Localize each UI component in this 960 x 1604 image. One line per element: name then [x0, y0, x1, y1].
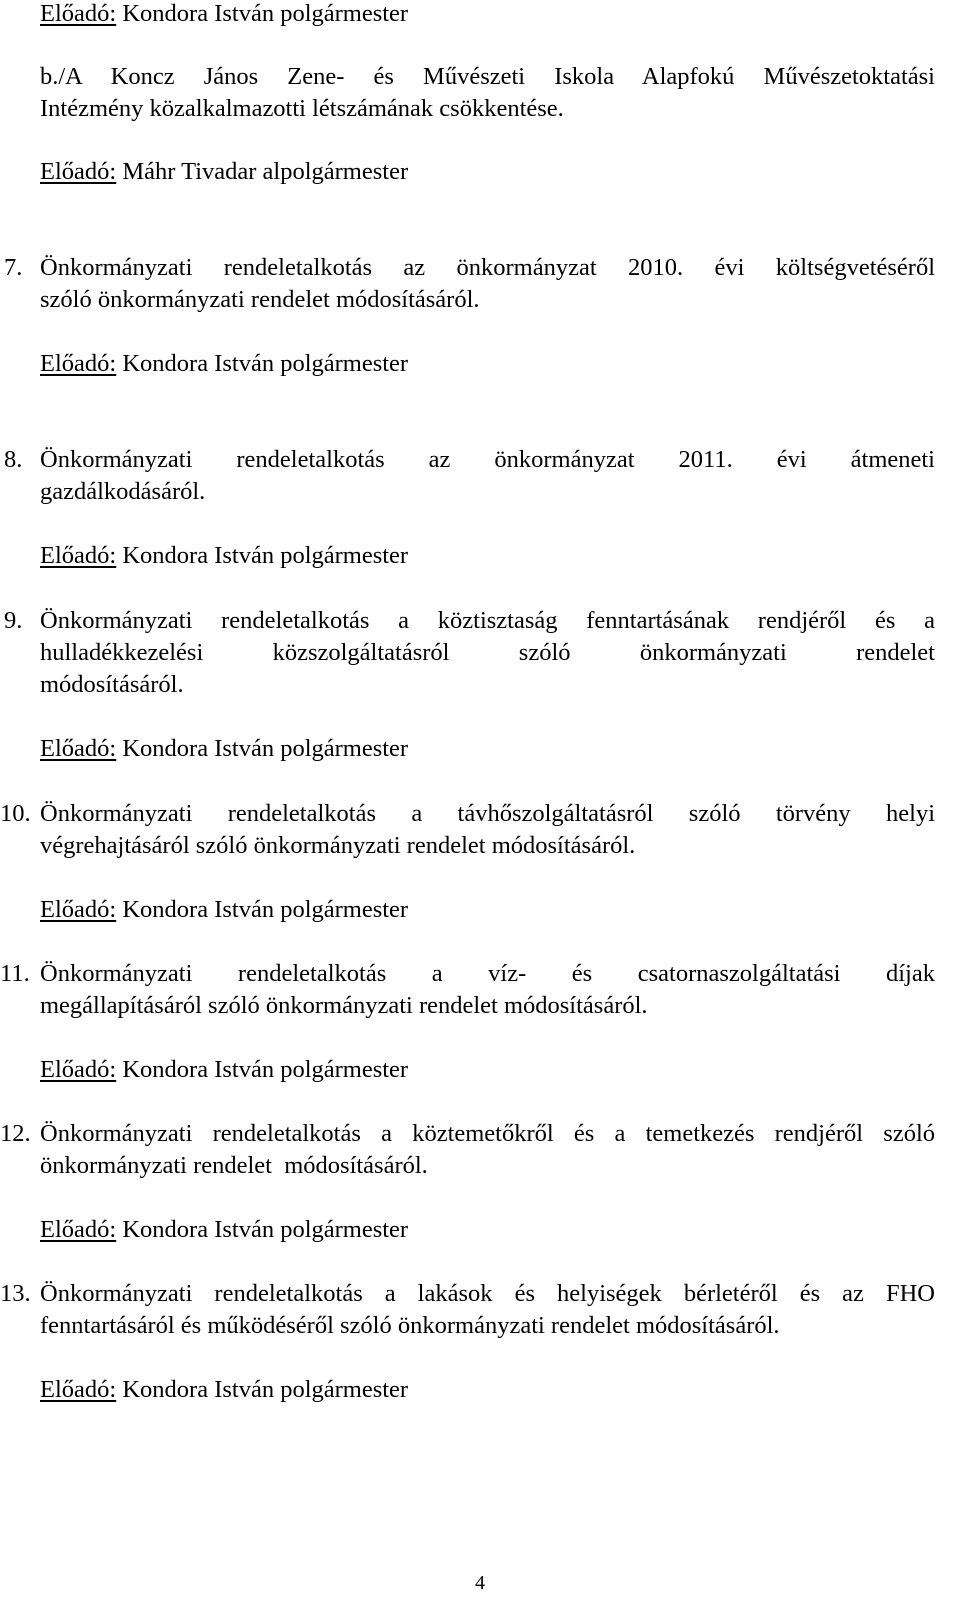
paragraph-line: b./A Koncz János Zene- és Művészeti Iskola Alapfokú Művészetoktatási: [40, 63, 935, 90]
presenter-label: Előadó:: [40, 350, 117, 377]
item-line: önkormányzati rendelet módosításáról.: [40, 1152, 428, 1179]
presenter-line: [40, 348, 935, 380]
presenter-line: [40, 156, 935, 188]
presenter-name: Kondora István polgármester: [122, 542, 409, 569]
item-line: Önkormányzati rendeletalkotás a lakások és helyiségek bérletéről és az FHO: [40, 1280, 935, 1307]
presenter-name: Kondora István polgármester: [122, 735, 409, 762]
presenter-line: [40, 0, 935, 30]
presenter-name: Kondora István polgármester: [122, 1376, 409, 1403]
item-number: 8.: [4, 446, 23, 473]
presenter-name: Kondora István polgármester: [122, 1216, 409, 1243]
presenter-line: [40, 1214, 935, 1246]
item-number: 11.: [0, 960, 30, 987]
presenter-label: Előadó:: [40, 1056, 117, 1083]
presenter-line: [40, 1054, 935, 1086]
presenter-label: Előadó:: [40, 735, 117, 762]
item-line: Önkormányzati rendeletalkotás a köztisztaság fenntartásának rendjéről és a: [40, 607, 935, 634]
presenter-name: Kondora István polgármester: [122, 1056, 409, 1083]
item-line: hulladékkezelési közszolgáltatásról szóló önkormányzati rendelet: [40, 639, 935, 666]
item-number: 12.: [0, 1120, 31, 1147]
item-number: 7.: [4, 254, 23, 281]
paragraph-line: Intézmény közalkalmazotti létszámának csökkentése.: [40, 95, 564, 122]
item-line: megállapításáról szóló önkormányzati rendelet módosításáról.: [40, 992, 648, 1019]
presenter-label: Előadó:: [40, 0, 117, 27]
item-number: 10.: [0, 800, 31, 827]
presenter-label: Előadó:: [40, 158, 117, 185]
item-line: Önkormányzati rendeletalkotás a köztemetőkről és a temetkezés rendjéről szóló: [40, 1120, 935, 1147]
item-number: 13.: [0, 1280, 31, 1307]
page-number: 4: [475, 1572, 485, 1594]
presenter-label: Előadó:: [40, 542, 117, 569]
agenda-paragraph: [40, 61, 935, 125]
presenter-line: [40, 1374, 935, 1406]
item-line: módosításáról.: [40, 671, 184, 698]
item-line: Önkormányzati rendeletalkotás a távhőszolgáltatásról szóló törvény helyi: [40, 800, 935, 827]
item-number: 9.: [4, 607, 23, 634]
presenter-name: Kondora István polgármester: [122, 350, 409, 377]
presenter-line: [40, 540, 935, 572]
presenter-name: Kondora István polgármester: [122, 896, 409, 923]
item-line: gazdálkodásáról.: [40, 478, 206, 505]
presenter-label: Előadó:: [40, 1376, 117, 1403]
presenter-label: Előadó:: [40, 1216, 117, 1243]
presenter-name: Kondora István polgármester: [122, 0, 409, 27]
item-line: Önkormányzati rendeletalkotás a víz- és csatornaszolgáltatási díjak: [40, 960, 935, 987]
presenter-name: Máhr Tivadar alpolgármester: [122, 158, 409, 185]
item-line: fenntartásáról és működéséről szóló önkormányzati rendelet módosításáról.: [40, 1312, 780, 1339]
presenter-line: [40, 733, 935, 765]
item-line: Önkormányzati rendeletalkotás az önkormányzat 2011. évi átmeneti: [40, 446, 935, 473]
presenter-line: [40, 894, 935, 926]
item-line: Önkormányzati rendeletalkotás az önkormányzat 2010. évi költségvetéséről: [40, 254, 935, 281]
item-line: végrehajtásáról szóló önkormányzati rendelet módosításáról.: [40, 832, 636, 859]
presenter-label: Előadó:: [40, 896, 117, 923]
item-line: szóló önkormányzati rendelet módosításáról.: [40, 286, 480, 313]
